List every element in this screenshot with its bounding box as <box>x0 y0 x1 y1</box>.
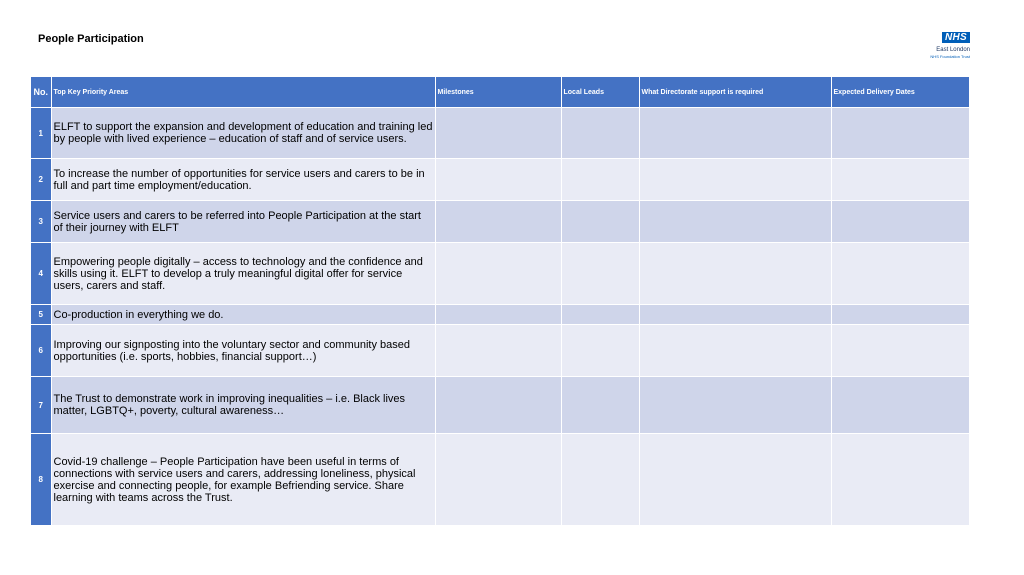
row-number: 6 <box>31 325 51 377</box>
delivery-dates-cell <box>831 243 969 305</box>
priority-table <box>31 77 970 526</box>
milestones-cell <box>435 377 561 434</box>
delivery-dates-cell <box>831 305 969 325</box>
nhs-badge: NHS <box>942 32 970 43</box>
table-row <box>31 377 969 434</box>
priority-area-cell: The Trust to demonstrate work in improving inequalities – i.e. Black lives matter, LGBTQ+, poverty, cultural awareness… <box>51 377 435 434</box>
delivery-dates-cell <box>831 377 969 434</box>
milestones-cell <box>435 243 561 305</box>
row-number: 2 <box>31 159 51 201</box>
header-delivery-dates: Expected Delivery Dates <box>831 77 969 108</box>
header-milestones: Milestones <box>435 77 561 108</box>
row-number: 5 <box>31 305 51 325</box>
milestones-cell <box>435 305 561 325</box>
delivery-dates-cell <box>831 434 969 526</box>
priority-area-cell: Improving our signposting into the voluntary sector and community based opportunities (i.e. sports, hobbies, financial support…) <box>51 325 435 377</box>
table-row <box>31 108 969 159</box>
delivery-dates-cell <box>831 108 969 159</box>
delivery-dates-cell <box>831 159 969 201</box>
table-row <box>31 159 969 201</box>
table-header-row <box>31 77 969 108</box>
directorate-support-cell <box>639 305 831 325</box>
table-row <box>31 243 969 305</box>
local-leads-cell <box>561 159 639 201</box>
row-number: 3 <box>31 201 51 243</box>
priority-area-cell: Co-production in everything we do. <box>51 305 435 325</box>
directorate-support-cell <box>639 243 831 305</box>
local-leads-cell <box>561 243 639 305</box>
milestones-cell <box>435 201 561 243</box>
table-row <box>31 201 969 243</box>
logo-trust-name: East London <box>936 47 970 53</box>
directorate-support-cell <box>639 159 831 201</box>
page-title: People Participation <box>38 33 144 45</box>
local-leads-cell <box>561 108 639 159</box>
header-no: No. <box>31 77 51 108</box>
priority-area-cell: Service users and carers to be referred into People Participation at the start of their journey with ELFT <box>51 201 435 243</box>
milestones-cell <box>435 159 561 201</box>
header-local-leads: Local Leads <box>561 77 639 108</box>
header-directorate-support: What Directorate support is required <box>639 77 831 108</box>
row-number: 4 <box>31 243 51 305</box>
directorate-support-cell <box>639 108 831 159</box>
table-row <box>31 434 969 526</box>
header-priority-areas: Top Key Priority Areas <box>51 77 435 108</box>
priority-area-cell: Covid-19 challenge – People Participation have been useful in terms of connections with service users and carers, addressing loneliness, physical exercise and connecting people, for example Befriending service. Share learning with teams across the Trust. <box>51 434 435 526</box>
milestones-cell <box>435 325 561 377</box>
local-leads-cell <box>561 434 639 526</box>
directorate-support-cell <box>639 377 831 434</box>
priority-area-cell: To increase the number of opportunities for service users and carers to be in full and part time employment/education. <box>51 159 435 201</box>
priority-area-cell: Empowering people digitally – access to technology and the confidence and skills using it. ELFT to develop a truly meaningful digital offer for service users, carers and staff. <box>51 243 435 305</box>
row-number: 7 <box>31 377 51 434</box>
delivery-dates-cell <box>831 201 969 243</box>
directorate-support-cell <box>639 325 831 377</box>
priority-area-cell: ELFT to support the expansion and development of education and training led by people with lived experience – education of staff and of service users. <box>51 108 435 159</box>
local-leads-cell <box>561 325 639 377</box>
directorate-support-cell <box>639 201 831 243</box>
row-number: 1 <box>31 108 51 159</box>
directorate-support-cell <box>639 434 831 526</box>
delivery-dates-cell <box>831 325 969 377</box>
local-leads-cell <box>561 377 639 434</box>
table-row <box>31 325 969 377</box>
milestones-cell <box>435 108 561 159</box>
local-leads-cell <box>561 201 639 243</box>
logo-trust-subtitle: NHS Foundation Trust <box>930 54 970 59</box>
row-number: 8 <box>31 434 51 526</box>
table-row <box>31 305 969 325</box>
nhs-logo <box>922 27 970 59</box>
local-leads-cell <box>561 305 639 325</box>
milestones-cell <box>435 434 561 526</box>
